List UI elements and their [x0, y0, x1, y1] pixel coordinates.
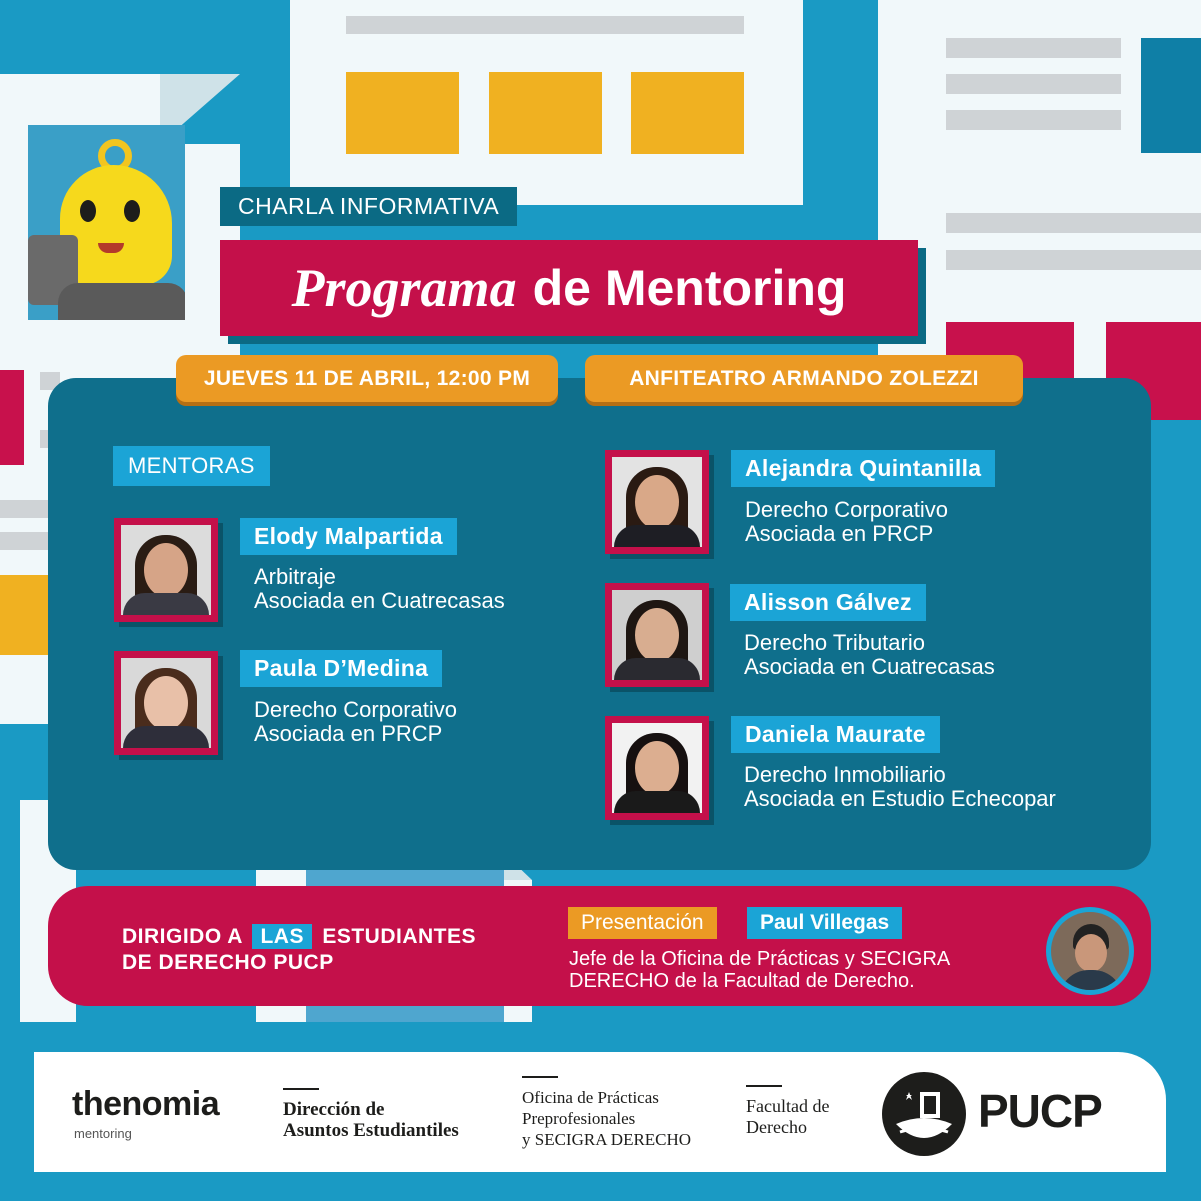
- mentor-role: Asociada en Estudio Echecopar: [744, 786, 1056, 811]
- bg-block: [346, 72, 459, 154]
- facultad-logo-line2: Derecho: [746, 1117, 807, 1137]
- presenter-desc-line2: DERECHO de la Facultad de Derecho.: [569, 970, 915, 992]
- bg-line: [946, 250, 1201, 270]
- mentor-photo: [114, 518, 218, 622]
- bg-line: [346, 16, 744, 34]
- dae-logo-line2: Asuntos Estudiantiles: [283, 1120, 459, 1141]
- mentor-name: Paula D’Medina: [240, 650, 442, 687]
- bg-line: [0, 500, 48, 518]
- bg-line: [0, 532, 48, 550]
- facultad-logo: [746, 1085, 829, 1138]
- presenter-description: [569, 948, 950, 992]
- bg-line: [946, 110, 1121, 130]
- presenter-avatar: [1046, 907, 1134, 995]
- mentor-role: Asociada en Cuatrecasas: [744, 654, 995, 679]
- facultad-logo-line1: Facultad de: [746, 1096, 830, 1116]
- mentor-role: Asociada en PRCP: [745, 521, 934, 546]
- page-title: [220, 240, 918, 336]
- mentor-area: Derecho Inmobiliario: [744, 762, 946, 787]
- bg-block: [631, 72, 744, 154]
- event-date-pill: JUEVES 11 DE ABRIL, 12:00 PM: [176, 355, 558, 402]
- title-italic: Programa: [291, 258, 517, 318]
- mentor-area: Derecho Tributario: [744, 630, 925, 655]
- mentor-name: Alejandra Quintanilla: [731, 450, 995, 487]
- presenter-label: Presentación: [568, 907, 717, 939]
- bg-block: [489, 72, 602, 154]
- pucp-emblem-icon: [882, 1072, 966, 1156]
- mentor-photo: [605, 450, 709, 554]
- mentor-name: Elody Malpartida: [240, 518, 457, 555]
- mentor-name: Alisson Gálvez: [730, 584, 926, 621]
- oficina-logo-line1: Oficina de Prácticas: [522, 1088, 659, 1107]
- mentor-photo: [605, 716, 709, 820]
- dae-logo: [283, 1088, 459, 1141]
- mentor-role: Asociada en PRCP: [254, 721, 443, 746]
- oficina-logo: [522, 1076, 691, 1150]
- mentor-photo: [114, 651, 218, 755]
- bg-block: [0, 575, 48, 655]
- thenomia-logo: thenomia: [72, 1085, 220, 1123]
- audience-prefix: DIRIGIDO A: [122, 925, 243, 948]
- bg-block: [1141, 38, 1201, 153]
- mentor-area: Derecho Corporativo: [254, 697, 457, 722]
- oficina-logo-line2: Preprofesionales: [522, 1109, 636, 1128]
- bg-line: [946, 213, 1201, 233]
- dae-logo-line1: Dirección de: [283, 1099, 385, 1120]
- title-rest: de Mentoring: [532, 260, 847, 316]
- thenomia-sub: mentoring: [74, 1126, 132, 1141]
- pucp-logo: PUCP: [978, 1085, 1102, 1137]
- event-venue-pill: ANFITEATRO ARMANDO ZOLEZZI: [585, 355, 1023, 402]
- audience-text: [122, 924, 476, 976]
- mentoras-label: MENTORAS: [113, 446, 270, 486]
- mentor-photo: [605, 583, 709, 687]
- presenter-name: Paul Villegas: [747, 907, 902, 939]
- bg-block: [0, 370, 24, 465]
- audience-line2: DE DERECHO PUCP: [122, 951, 334, 974]
- mascot-illustration: [28, 125, 185, 320]
- oficina-logo-line3: y SECIGRA DERECHO: [522, 1130, 692, 1149]
- event-type-tag: CHARLA INFORMATIVA: [220, 187, 517, 226]
- mentor-name: Daniela Maurate: [731, 716, 940, 753]
- mentor-role: Asociada en Cuatrecasas: [254, 588, 505, 613]
- bg-line: [946, 38, 1121, 58]
- bg-line: [946, 74, 1121, 94]
- mentor-area: Derecho Corporativo: [745, 497, 948, 522]
- mentor-area: Arbitraje: [254, 564, 336, 589]
- audience-suffix: ESTUDIANTES: [322, 925, 476, 948]
- audience-highlight: LAS: [252, 924, 312, 949]
- presenter-desc-line1: Jefe de la Oficina de Prácticas y SECIGRA: [569, 948, 951, 970]
